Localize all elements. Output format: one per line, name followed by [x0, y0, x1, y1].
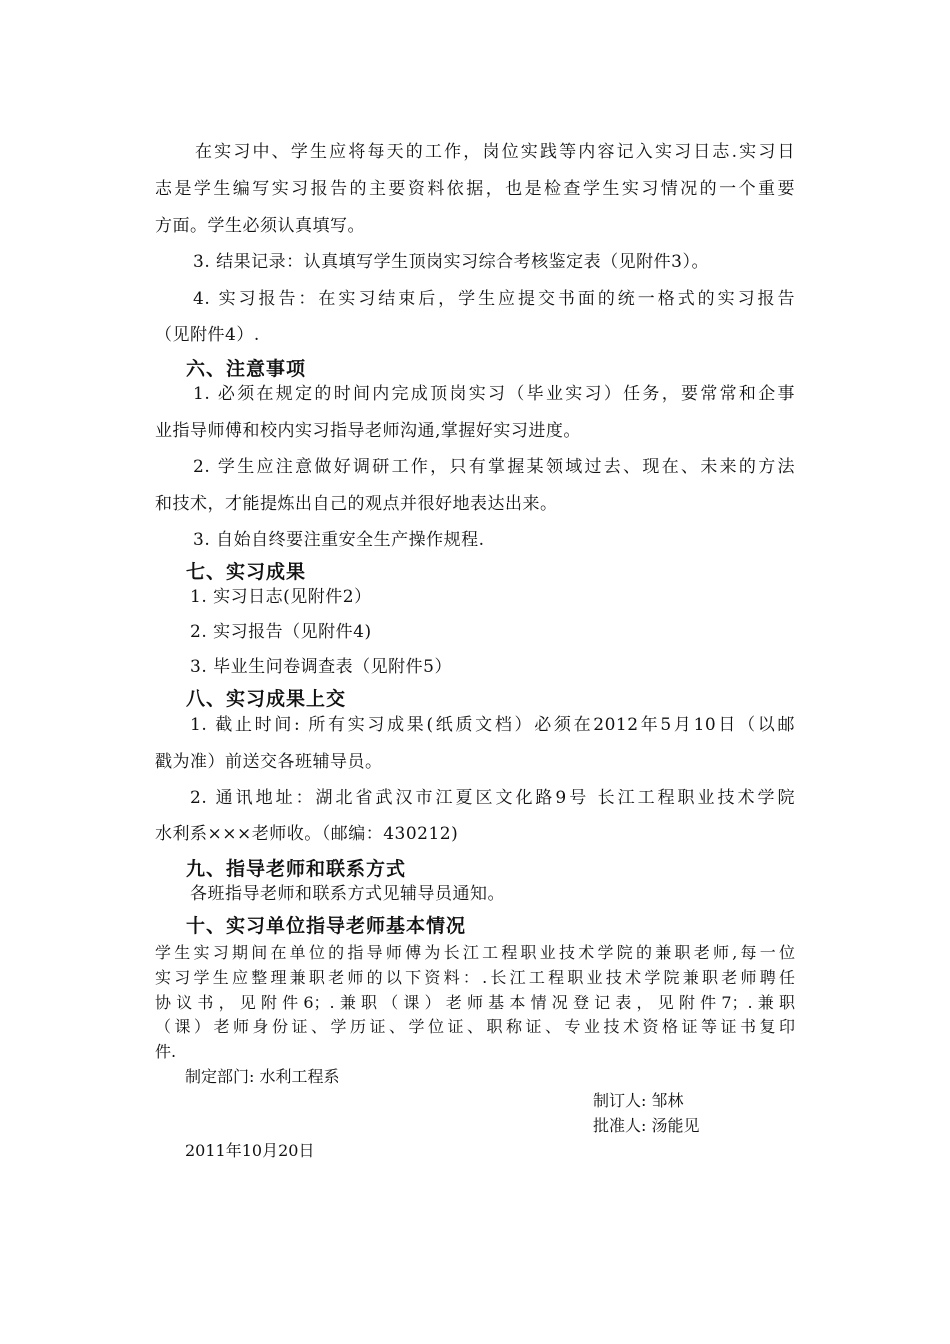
- item-4-line-2: （见附件4）.: [155, 325, 260, 345]
- section-9-heading: 九、指导老师和联系方式: [186, 858, 407, 880]
- section-10-line-1: 学生实习期间在单位的指导师傅为长江工程职业技术学院的兼职老师,每一位: [155, 943, 795, 962]
- section-8-item-2-line-2: 水利系×××老师收。（邮编：430212): [155, 824, 459, 844]
- section-7-item-3: 3. 毕业生问卷调查表（见附件5）: [190, 657, 452, 677]
- item-3-result-record: 3. 结果记录：认真填写学生顶岗实习综合考核鉴定表（见附件3）。: [193, 252, 709, 272]
- section-10-line-4: （课）老师身份证、学历证、学位证、职称证、专业技术资格证等证书复印: [155, 1017, 795, 1036]
- section-10-line-3: 协议书，见附件6；.兼职（课）老师基本情况登记表，见附件7；.兼职: [155, 993, 795, 1012]
- intro-line-3: 方面。学生必须认真填写。: [155, 216, 365, 236]
- intro-line-2: 志是学生编写实习报告的主要资料依据，也是检查学生实习情况的一个重要: [155, 179, 795, 199]
- section-8-item-1-line-2: 戳为准）前送交各班辅导员。: [155, 752, 383, 772]
- section-6-item-1-line-2: 业指导师傅和校内实习指导老师沟通,掌握好实习进度。: [155, 421, 581, 441]
- section-10-line-5: 件.: [155, 1042, 177, 1061]
- section-7-heading: 七、实习成果: [186, 561, 307, 583]
- intro-line-1: 在实习中、学生应将每天的工作，岗位实践等内容记入实习日志.实习日: [195, 142, 795, 162]
- section-10-heading: 十、实习单位指导老师基本情况: [186, 915, 467, 937]
- section-6-item-2-line-2: 和技术，才能提炼出自己的观点并很好地表达出来。: [155, 494, 558, 514]
- section-7-item-2: 2. 实习报告（见附件4): [190, 622, 372, 642]
- section-10-line-2: 实习学生应整理兼职老师的以下资料：.长江工程职业技术学院兼职老师聘任: [155, 968, 795, 987]
- section-9-body: 各班指导老师和联系方式见辅导员通知。: [190, 884, 505, 904]
- item-4-line-1: 4. 实习报告：在实习结束后，学生应提交书面的统一格式的实习报告: [193, 289, 795, 309]
- section-6-item-2-line-1: 2. 学生应注意做好调研工作，只有掌握某领域过去、现在、未来的方法: [193, 457, 795, 477]
- footer-department: 制定部门: 水利工程系: [185, 1067, 340, 1086]
- footer-author: 制订人: 邹林: [593, 1091, 684, 1110]
- section-8-item-2-line-1: 2. 通讯地址：湖北省武汉市江夏区文化路9号 长江工程职业技术学院: [190, 788, 795, 808]
- section-6-item-1-line-1: 1. 必须在规定的时间内完成顶岗实习（毕业实习）任务，要常常和企事: [193, 384, 795, 404]
- section-8-item-1-line-1: 1. 截止时间: 所有实习成果(纸质文档）必须在2012年5月10日（以邮: [190, 715, 795, 735]
- section-7-item-1: 1. 实习日志(见附件2）: [190, 587, 372, 607]
- section-8-heading: 八、实习成果上交: [186, 688, 347, 710]
- section-6-item-3: 3. 自始自终要注重安全生产操作规程.: [193, 530, 485, 550]
- section-6-heading: 六、注意事项: [186, 358, 307, 380]
- footer-approver: 批准人: 汤能见: [593, 1116, 700, 1135]
- footer-date: 2011年10月20日: [185, 1141, 315, 1160]
